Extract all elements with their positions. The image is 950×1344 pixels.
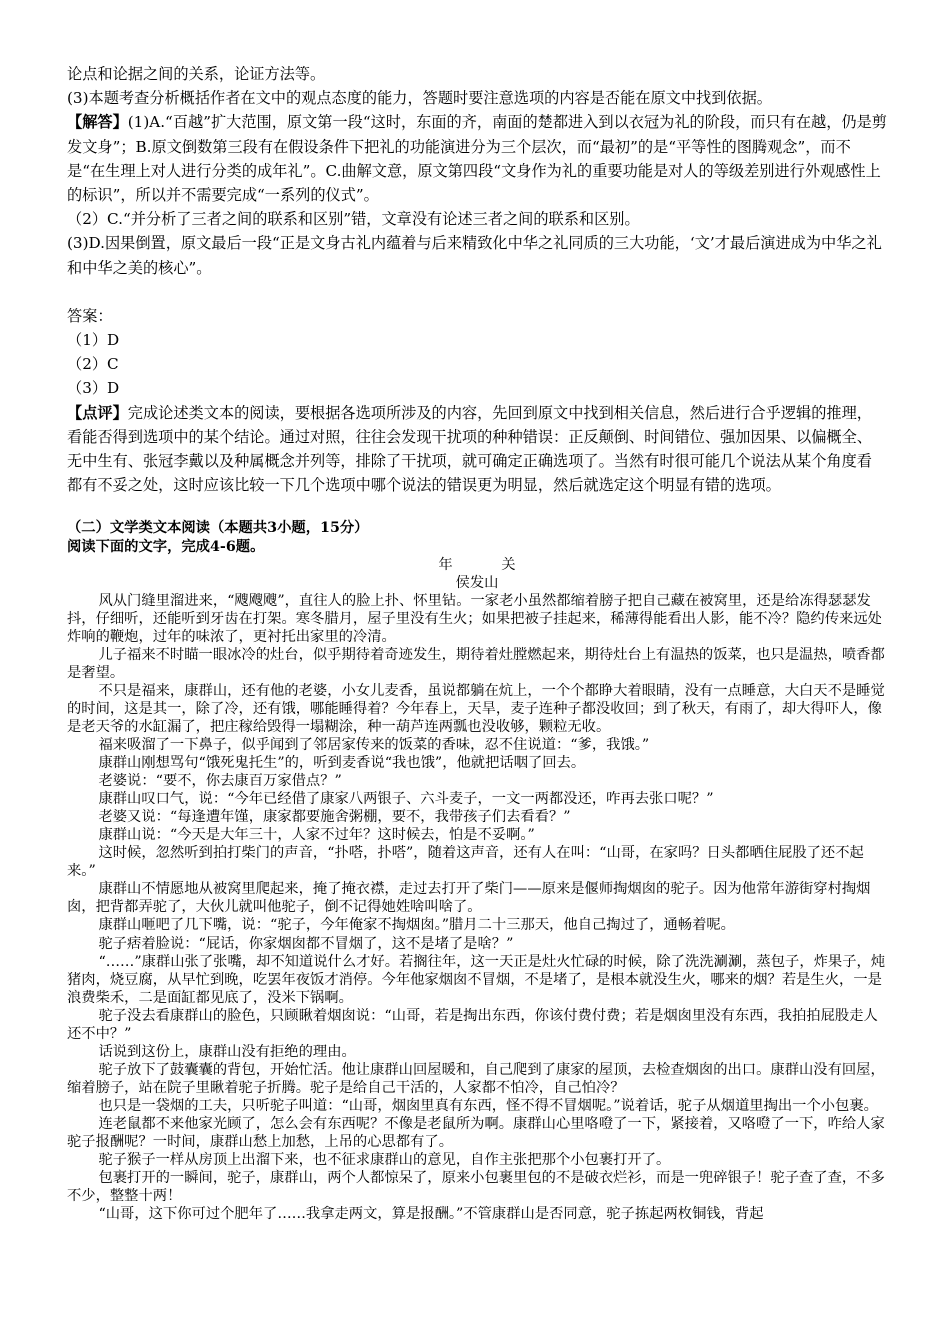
section-instruction: 阅读下面的文字，完成4-6题。	[67, 538, 265, 555]
jieda-tag: 【解答】	[67, 113, 128, 132]
story-paragraph: 包裹打开的一瞬间，驼子，康群山，两个人都惊呆了，原来小包裹里包的不是破衣烂衫，而是一兜碎银子！驼子查了查，不多不少，整整十两！	[67, 1170, 885, 1205]
story-paragraph: 不只是福来，康群山，还有他的老婆，小女儿麦香，虽说都躺在炕上，一个个都睁大着眼睛，没有一点睡意，大白天不是睡觉的时间，这是其一，除了冷，还有饿，哪能睡得着？今年春上，天旱，麦子连种子都没收回；到了秋天，有雨了，却大得吓人，像是老天爷的水缸漏了，把庄稼给毁得一塌糊涂，种一葫芦连两瓢也没收够，颗粒无收。	[67, 682, 885, 735]
story-paragraph: 驼子猴子一样从房顶上出溜下来，也不征求康群山的意见，自作主张把那个小包裹打开了。	[98, 1152, 671, 1169]
explanation-2: （2）C.“并分析了三者之间的联系和区别”错，文章没有论述三者之间的联系和区别。	[67, 210, 640, 229]
comment	[67, 401, 887, 498]
story-paragraph: 这时候，忽然听到拍打柴门的声音，“扑嗒，扑嗒”，随着这声音，还有人在叫：“山哥，在家吗？日头都晒住屁股了还不起来。”	[67, 845, 864, 880]
story-paragraph: 话说到这份上，康群山没有拒绝的理由。	[98, 1043, 356, 1060]
story-paragraph: 驼子没去看康群山的脸色，只顾瞅着烟囱说：“山哥，若是掏出东西，你该付费付费；若是烟囱里没有东西，我拍拍屁股走人还不中？”	[67, 1007, 878, 1042]
answer-1: （1）D	[67, 331, 120, 350]
story-paragraph: 老婆说：“要不，你去康百万家借点？”	[98, 773, 342, 790]
story-paragraph: 康群山说：“今天是大年三十，人家不过年？这时候去，怕是不妥啊。”	[98, 827, 535, 844]
analysis-section	[67, 62, 887, 497]
story-paragraph: “山哥，这下你可过个肥年了……我拿走两文，算是报酬。”不管康群山是否同意，驼子拣起两枚铜钱，背起	[98, 1206, 764, 1223]
story-paragraph: 儿子福来不时瞄一眼冰冷的灶台，似乎期待着奇迹发生，期待着灶膛燃起来，期待灶台上有温热的饭菜，也只是温热，喷香都是奢望。	[67, 646, 885, 681]
answer-2: （2）C	[67, 355, 119, 374]
analysis-line-1: 论点和论据之间的关系，论证方法等。	[67, 65, 326, 83]
story-paragraph: 连老鼠都不来他家光顾了，怎么会有东西呢？不像是老鼠所为啊。康群山心里咯噔了一下，紧接着，又咯噔了一下，咋给人家驼子报酬呢？一时间，康群山愁上加愁，上吊的心思都有了。	[67, 1116, 885, 1151]
literary-reading-section	[67, 519, 887, 1223]
story-paragraph: 福来吸溜了一下鼻子，似乎闻到了邻居家传来的饭菜的香味，忍不住说道：“爹，我饿。”	[98, 737, 650, 754]
story-author: 侯发山	[455, 574, 499, 591]
story-paragraph: 老婆又说：“每逢遭年馑，康家都要施舍粥棚，要不，我带孩子们去看看？”	[98, 809, 571, 826]
story-paragraph: 康群山咂吧了几下嘴，说：“驼子，今年俺家不掏烟囱。”腊月二十三那天，他自己掏过了，通畅着呢。	[98, 917, 735, 934]
story-title: 年关	[438, 556, 565, 573]
document-page	[67, 62, 887, 1223]
story-paragraph: 风从门缝里溜进来，“飕飕飕”，直往人的脸上扑、怀里钻。一家老小虽然都缩着膀子把自己藏在被窝里，还是给冻得瑟瑟发抖，仔细听，还能听到牙齿在打架。寒冬腊月，屋子里没有生火；如果把被子挂起来，稀薄得能看出人影，能不冷？隐约传来远处炸响的鞭炮，过年的味浓了，更衬托出家里的冷清。	[67, 592, 882, 645]
story-paragraph: 驼子痞着脸说：“屁话，你家烟囱都不冒烟了，这不是堵了是啥？”	[98, 935, 514, 952]
story-paragraph: “……”康群山张了张嘴，却不知道说什么才好。若搁往年，这一天正是灶火忙碌的时候，除了洗洗涮涮，蒸包子，炸果子，炖猪肉，烧豆腐，从早忙到晚，吃罢年夜饭才消停。今年他家烟囱不冒烟，不是堵了，是根本就没生火，哪来的烟？若是生火，一是浪费柴禾，二是面缸都见底了，没米下锅啊。	[67, 953, 886, 1006]
comment-text: 完成论述类文本的阅读，要根据各选项所涉及的内容，先回到原文中找到相关信息，然后进行合乎逻辑的推理，看能否得到选项中的某个结论。通过对照，往往会发现干扰项的种种错误：正反颠倒、时间错位、强加因果、以偏概全、无中生有、张冠李戴以及种属概念并列等，排除了干扰项，就可确定正确选项了。当然有时很可能几个说法从某个角度看都有不妥之处，这时应该比较一下几个选项中哪个说法的错误更为明显，然后就选定这个明显有错的选项。	[67, 403, 872, 495]
story-body	[67, 592, 887, 1224]
answer-label: 答案：	[67, 306, 113, 325]
explanation-1: (1)A.“百越”扩大范围，原文第一段“这时，东面的齐，南面的楚都进入到以衣冠为礼的阶段，而只有在越，仍是剪发文身”；B.原文倒数第三段有在假设条件下把礼的功能演进分为三个层次，而“最初”的是“平等性的图腾观念”，而不是“在生理上对人进行分类的成年礼”。C.曲解文意，原文第四段“文身作为礼的重要功能是对人的等级差别进行外观感性上的标识”，所以并不需要完成“一系列的仪式”。	[67, 113, 887, 205]
dianping-tag: 【点评】	[67, 403, 128, 422]
explanation-3: (3)D.因果倒置，原文最后一段“正是文身古礼内蕴着与后来精致化中华之礼同质的三大功能，‘文’才最后演进成为中华之礼和中华之美的核心”。	[67, 234, 882, 277]
answer-3: （3）D	[67, 379, 120, 398]
story-paragraph: 康群山叹口气，说：“今年已经借了康家八两银子、六斗麦子，一文一两都没还，咋再去张口呢？”	[98, 791, 714, 808]
section-heading: （二）文学类文本阅读（本题共3小题，15分）	[67, 520, 369, 537]
analysis-line-2: (3)本题考查分析概括作者在文中的观点态度的能力，答题时要注意选项的内容是否能在原文中找到依据。	[67, 89, 772, 108]
story-paragraph: 也只是一袋烟的工夫，只听驼子叫道：“山哥，烟囱里真有东西，怪不得不冒烟呢。”说着话，驼子从烟道里掏出一个小包裹。	[98, 1097, 878, 1114]
story-paragraph: 康群山刚想骂句“饿死鬼托生”的，听到麦香说“我也饿”，他就把话咽了回去。	[98, 755, 586, 772]
answer-explanation	[67, 110, 887, 207]
story-paragraph: 康群山不情愿地从被窝里爬起来，掩了掩衣襟，走过去打开了柴门——原来是偃师掏烟囱的驼子。因为他常年游街穿村掏烟囱，把背都弄驼了，大伙儿就叫他驼子，倒不记得她姓啥叫啥了。	[67, 881, 871, 916]
story-paragraph: 驼子放下了鼓囊囊的背包，开始忙活。他让康群山回屋暖和，自己爬到了康家的屋顶，去检查烟囱的出口。康群山没有回屋，缩着膀子，站在院子里瞅着驼子折腾。驼子是给自己干活的，人家都不怕冷，自己怕冷？	[67, 1061, 885, 1096]
